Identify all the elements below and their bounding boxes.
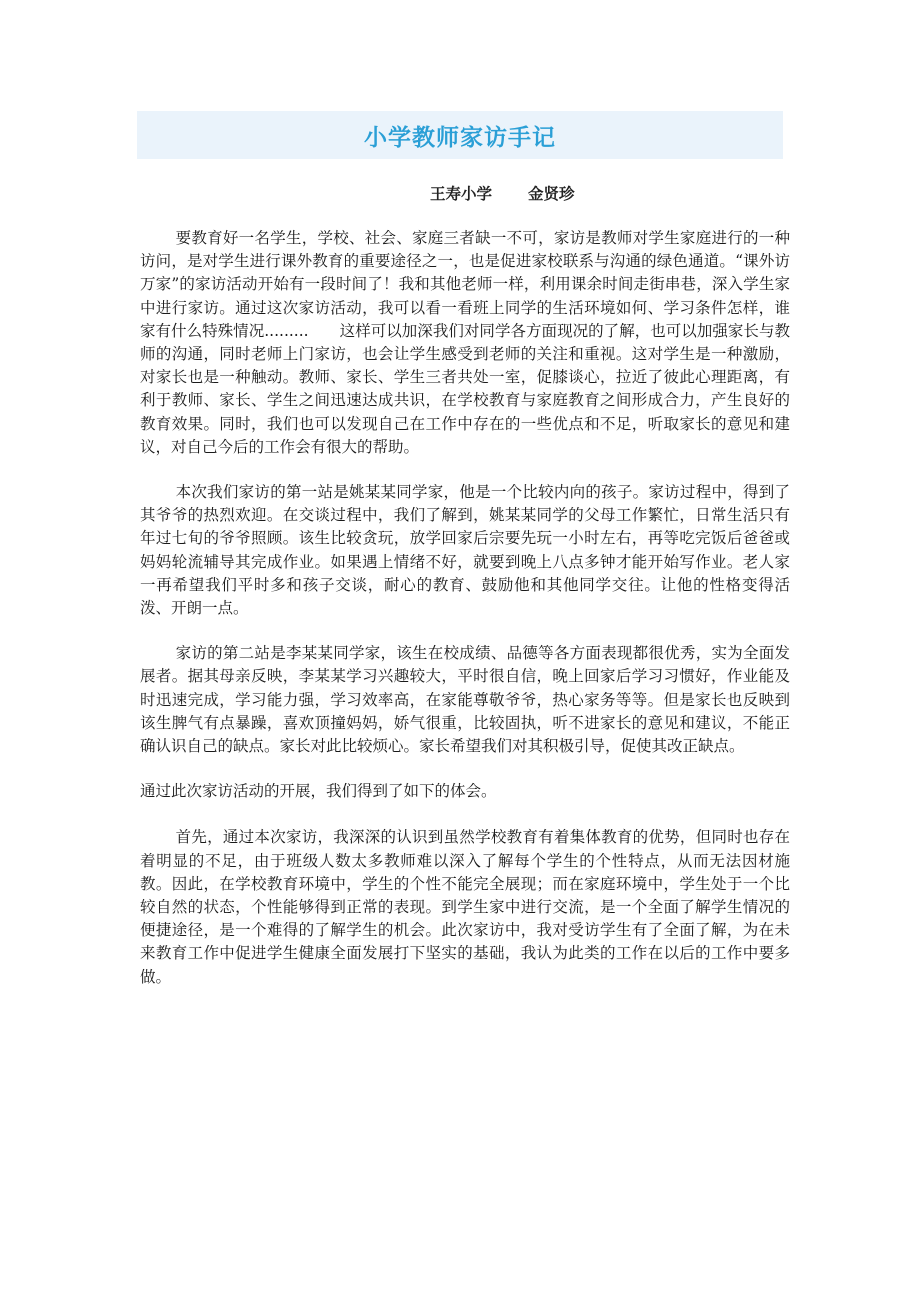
school-name: 王寿小学	[430, 185, 493, 203]
paragraph: 通过此次家访活动的开展，我们得到了如下的体会。	[140, 782, 497, 801]
paragraph: 家访的第二站是李某某同学家，该生在校成绩、品德等各方面表现都很优秀，实为全面发展者。据其母亲反映，李某某学习兴趣较大，平时很自信，晚上回家后学习习惯好，作业能及时迅速完成，学习能力强，学习效率高，在家能尊敬爷爷，热心家务等等。但是家长也反映到该生脾气有点暴躁，喜欢顶撞妈妈，娇气很重，比较固执，听不进家长的意见和建议，不能正确认识自己的缺点。家长对此比较烦心。家长希望我们对其积极引导，促使其改正缺点。	[140, 644, 790, 756]
paragraph: 首先，通过本次家访，我深深的认识到虽然学校教育有着集体教育的优势，但同时也存在着明显的不足，由于班级人数太多教师难以深入了解每个学生的个性特点，从而无法因材施教。因此，在学校教育环境中，学生的个性不能完全展现；而在家庭环境中，学生处于一个比较自然的状态，个性能够得到正常的表现。到学生家中进行交流，是一个全面了解学生情况的便捷途径，是一个难得的了解学生的机会。此次家访中，我对受访学生有了全面了解，为在未来教育工作中促进学生健康全面发展打下坚实的基础，我认为此类的工作在以后的工作中要多做。	[140, 828, 790, 986]
paragraph: 要教育好一名学生，学校、社会、家庭三者缺一不可，家访是教师对学生家庭进行的一种访问，是对学生进行课外教育的重要途径之一，也是促进家校联系与沟通的绿色通道。“课外访万家”的家访活动开始有一段时间了！我和其他老师一样，利用课余时间走街串巷，深入学生家中进行家访。通过这次家访活动，我可以看一看班上同学的生活环境如何、学习条件怎样，谁家有什么特殊情况......... 这样可以加深我们对同学各方面现况的了解，也可以加强家长与教师的沟通，同时老师上门家访，也会让学生感受到老师的关注和重视。这对学生是一种激励，对家长也是一种触动。教师、家长、学生三者共处一室，促膝谈心，拉近了彼此心理距离，有利于教师、家长、学生之间迅速达成共识，在学校教育与家庭教育之间形成合力，产生良好的教育效果。同时，我们也可以发现自己在工作中存在的一些优点和不足，听取家长的意见和建议，对自己今后的工作会有很大的帮助。	[140, 229, 790, 456]
document-title: 小学教师家访手记	[364, 124, 556, 151]
article-body	[140, 227, 790, 1011]
byline	[430, 182, 770, 204]
title-banner	[137, 111, 783, 159]
paragraph: 本次我们家访的第一站是姚某某同学家，他是一个比较内向的孩子。家访过程中，得到了其爷爷的热烈欢迎。在交谈过程中，我们了解到，姚某某同学的父母工作繁忙，日常生活只有年过七旬的爷爷照顾。该生比较贪玩，放学回家后宗要先玩一小时左右，再等吃完饭后爸爸或妈妈轮流辅导其完成作业。如果遇上情绪不好，就要到晚上八点多钟才能开始写作业。老人家一再希望我们平时多和孩子交谈，耐心的教育、鼓励他和其他同学交往。让他的性格变得活泼、开朗一点。	[140, 483, 790, 618]
author-name: 金贤珍	[528, 185, 575, 203]
